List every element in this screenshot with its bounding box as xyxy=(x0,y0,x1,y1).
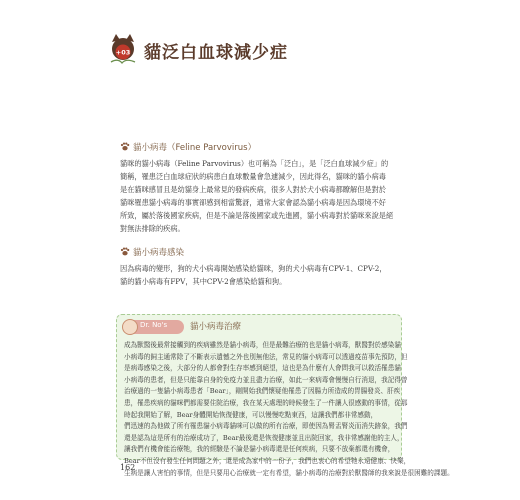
text-line: 讓我們有機會能治療牠，我的經驗是不論是貓小病毒還是任何疾病，只要不放棄都還有機會， xyxy=(124,445,395,454)
text-line: 成為獸醫後最常接觸到的疾病雖然是貓小病毒，但是最難治療的也是貓小病毒，獸醫對於感染貓 xyxy=(124,341,401,349)
text-line: 小病毒的患者，但是只能靠自身的免疫力並且盡力治療，如此一來病毒會慢慢自行消退，我記得曾 xyxy=(124,375,408,384)
doctor-badge-label: Dr. No's xyxy=(140,321,168,329)
section-heading-label: 貓小病毒（Feline Parvovirus） xyxy=(133,143,257,153)
text-line: 治療過的一隻貓小病毒患者「Bear」，剛開始我們懷疑他罹患了因腸力所造成的胃腸發炎、肝疾 xyxy=(124,387,401,396)
doctor-note-text xyxy=(124,340,454,479)
text-line: Bear不但沒有發生任何問題之外，還是成為家中的一份子，我們也衷心的希望牠永遠健康、快樂， xyxy=(124,456,411,465)
section-heading-feline-parvovirus xyxy=(120,141,256,153)
text-line: 患，罹患疾病的貓咪們都需要住院治療，我在某天處理的時候發生了一件讓人很感動的事情，從那 xyxy=(124,398,408,407)
paw-icon xyxy=(120,142,130,151)
text-line: 還是認為這是所有的治療成功了，Bear最後還是恢復健康並且出院回家，我非常感謝他的主人， xyxy=(124,433,404,442)
text-line: 對無法排除的疾病。 xyxy=(120,224,185,233)
page-number: 162 xyxy=(120,463,136,472)
text-line: 所致，屬於落後國家疾病，但是不論是落後國家或先進國，貓小病毒對於貓咪來說是絕 xyxy=(120,211,394,220)
text-line: 小病毒的飼主通常除了不斷表示遺憾之外也別無他法，常見的貓小病毒可以透過疫苗事先預防，但 xyxy=(124,352,408,361)
section-heading-label: 貓小病毒感染 xyxy=(133,248,185,258)
section-paragraph-parvovirus xyxy=(120,157,400,235)
section-paragraph-infection xyxy=(120,262,400,288)
text-line: 貓咪的貓小病毒（Feline Parvovirus）也可稱為「泛白」，是「泛白血球減少症」的 xyxy=(120,159,389,168)
text-line: 生病是讓人害怕的事情，但是只要用心治療就一定有希望，貓小病毒的治療對於獸醫師的我來說是很困難的課題。 xyxy=(124,468,454,477)
text-line: 貓咪罹患貓小病毒的事實卻感到相當驚訝，通常大家會認為貓小病毒是因為環境不好 xyxy=(120,198,386,207)
chapter-cat-logo-icon xyxy=(108,32,138,66)
text-line: 是病毒感染之後，大部分的人都會對生存率感到絕望，這也是為什麼有人會問我可以救活罹患貓 xyxy=(124,364,401,373)
text-line: 時起我開始了解，Bear身體開始恢復健康，可以慢慢吃點東西，這讓我們都非常感動， xyxy=(124,410,378,419)
text-line: 貓的貓小病毒有FPV，其中CPV-2會感染給貓和狗。 xyxy=(120,277,287,286)
text-line: 們迅速的為他做了所有罹患貓小病毒貓咪可以做的所有治療，即使因為腎盂腎炎而消失跡象，我們 xyxy=(124,422,408,431)
paw-icon xyxy=(120,247,130,256)
text-line: 是在貓咪感冒且是幼貓身上最常見的發病疾病，很多人對於犬小病毒都瞭解但是對於 xyxy=(120,185,386,194)
chapter-title: 貓泛白血球減少症 xyxy=(144,43,288,63)
text-line: 因為病毒的變形，狗的犬小病毒開始感染給貓咪，狗的犬小病毒有CPV-1、CPV-2， xyxy=(120,264,387,273)
chapter-badge-number: +03 xyxy=(115,48,131,57)
text-line: 簡稱，罹患泛白血球症狀的病患白血球數量會急遽減少，因此得名，貓咪的貓小病毒 xyxy=(120,172,386,181)
doctor-note-heading: 貓小病毒治療 xyxy=(190,322,242,332)
doctor-avatar-icon xyxy=(122,319,138,335)
section-heading-infection xyxy=(120,246,184,258)
